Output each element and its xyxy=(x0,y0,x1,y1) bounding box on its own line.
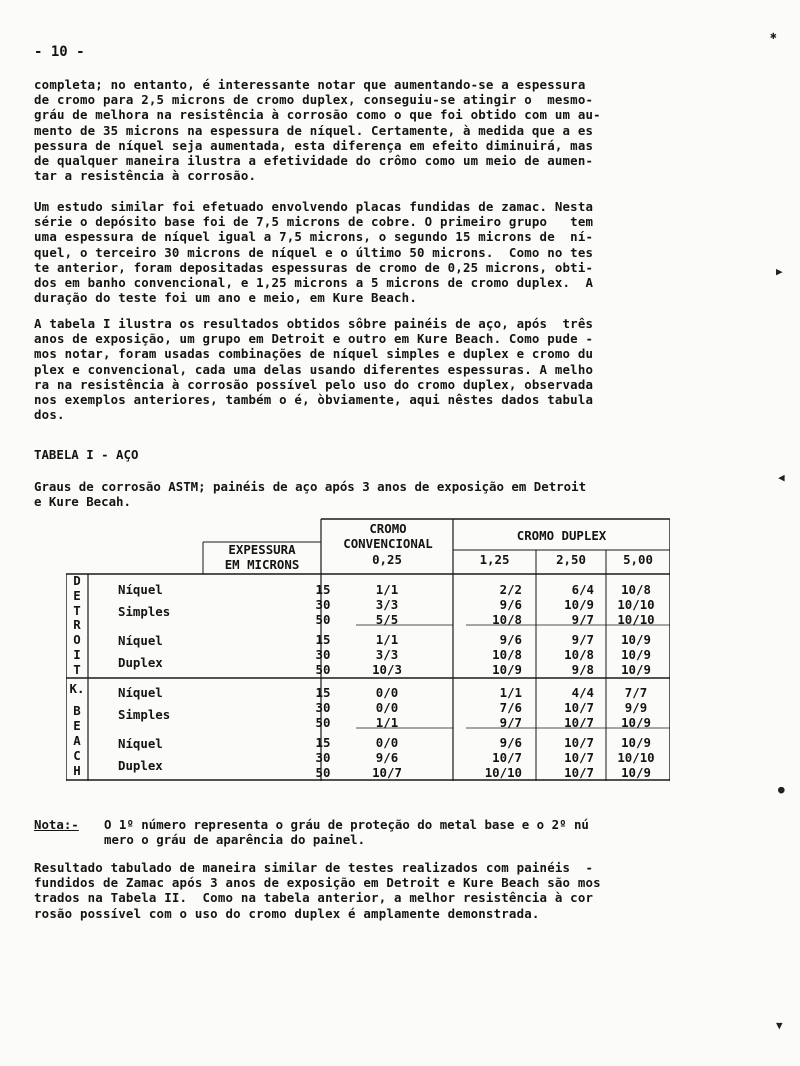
nickel-label: Níquel xyxy=(118,736,163,751)
header-cromo-convencional xyxy=(324,521,452,551)
corrosion-grade-cell: 10/7 xyxy=(372,765,402,780)
detroit-letter: R xyxy=(73,617,81,633)
beach-letter: E xyxy=(73,718,81,733)
corrosion-grade-cell: 10/8 xyxy=(492,612,522,627)
beach-letter: B xyxy=(73,703,81,718)
margin-mark: ✱ xyxy=(770,29,777,42)
corrosion-grade-cell: 10/9 xyxy=(564,597,594,612)
corrosion-grade-cell: 3/3 xyxy=(375,647,399,662)
corrosion-grade-cell: 9/6 xyxy=(499,632,522,647)
paragraph-3: A tabela I ilustra os resultados obtidos sôbre painéis de aço, após três anos de exposição, um grupo em Detroit e outro em Kure Beach. Como pude - mos notar, foram usadas combinações de níquel simples e duplex e cromo du plex e convencional, cada uma delas usando diferentes espessuras. A melho ra na resistência à corrosão possível pelo uso do cromo duplex, observada nos exemplos anteriores, também o é, òbviamente, aqui nêstes dados tabula dos. xyxy=(34,316,594,423)
nickel-label: Níquel xyxy=(118,633,163,648)
corrosion-grade-cell: 7/7 xyxy=(624,685,648,700)
corrosion-grade-cell: 10/9 xyxy=(621,632,651,647)
paragraph-4: Resultado tabulado de maneira similar de testes realizados com painéis - fundidos de Zamac após 3 anos de exposição em Detroit e Kure Beach são mos trados na Tabela II. Como na tabela anterior, a melhor resistência à cor rosão possível com o uso do cromo duplex é amplamente demonstrada. xyxy=(34,860,601,921)
corrosion-grade-cell: 7/6 xyxy=(499,700,522,715)
corrosion-grade-cell: 3/3 xyxy=(375,597,399,612)
paragraph-1: completa; no entanto, é interessante notar que aumentando-se a espessura de cromo para 2,5 microns de cromo duplex, conseguiu-se atingir o mesmo- gráu de melhora na resistência à corrosão como o que foi obtido com um au- mento de 35 microns na espessura de níquel. Certamente, à medida que a es pessura de níquel seja aumentada, esta diferença em efeito diminuirá, mas de qualquer maneira ilustra a efetividade do crômo como um meio de aumen- tar a resistência à corrosão. xyxy=(34,77,601,184)
header-convencional-label: CONVENCIONAL xyxy=(343,536,433,551)
corrosion-grade-cell: 10/9 xyxy=(621,662,651,677)
corrosion-grade-cell: 10/8 xyxy=(621,582,651,597)
margin-mark: ▼ xyxy=(776,1019,783,1032)
corrosion-grade-cell: 1/1 xyxy=(375,632,399,647)
thickness-cell: 15 xyxy=(315,735,331,750)
corrosion-grade-cell: 9/6 xyxy=(499,597,522,612)
detroit-letter: O xyxy=(73,632,81,648)
corrosion-grade-cell: 10/7 xyxy=(564,715,594,730)
nickel-type-detroit-simples xyxy=(118,579,170,623)
nickel-type-label: Simples xyxy=(118,604,171,619)
nickel-type-beach-duplex xyxy=(118,733,163,777)
corrosion-grade-cell: 1/1 xyxy=(375,715,399,730)
detroit-letter: T xyxy=(73,602,81,618)
margin-mark: ◀ xyxy=(778,471,785,484)
corrosion-grade-cell: 9/7 xyxy=(571,632,594,647)
corrosion-grade-cell: 10/9 xyxy=(621,715,651,730)
thickness-cell: 30 xyxy=(315,597,331,612)
page-number: - 10 - xyxy=(34,44,85,60)
thickness-cell: 50 xyxy=(315,612,331,627)
header-microns-label: EM MICRONS xyxy=(224,557,300,572)
nickel-label: Níquel xyxy=(118,582,163,597)
corrosion-grade-cell: 4/4 xyxy=(571,685,594,700)
location-kure-beach xyxy=(66,681,88,778)
corrosion-grade-cell: 2/2 xyxy=(499,582,522,597)
corrosion-grade-cell: 0/0 xyxy=(375,685,399,700)
nickel-type-beach-simples xyxy=(118,682,170,726)
detroit-letter: E xyxy=(73,587,81,603)
nota-text: O 1º número representa o gráu de proteção do metal base e o 2º nú mero o gráu de aparência do painel. xyxy=(104,817,589,848)
nota-label: Nota:- xyxy=(34,817,79,832)
thickness-cell: 50 xyxy=(315,715,331,730)
table-title: TABELA I - AÇO xyxy=(34,447,139,462)
corrosion-grade-cell: 6/4 xyxy=(571,582,594,597)
corrosion-grade-cell: 10/9 xyxy=(621,735,651,750)
corrosion-grade-cell: 9/7 xyxy=(571,612,594,627)
corrosion-grade-cell: 10/8 xyxy=(564,647,594,662)
thickness-cell: 30 xyxy=(315,750,331,765)
corrosion-grade-cell: 10/8 xyxy=(492,647,522,662)
corrosion-grade-cell: 9/6 xyxy=(375,750,399,765)
nickel-type-label: Duplex xyxy=(118,758,163,773)
thickness-cell: 15 xyxy=(315,632,331,647)
header-espessura-label: EXPESSURA xyxy=(228,542,296,557)
detroit-letter: T xyxy=(73,661,81,677)
corrosion-grade-cell: 10/9 xyxy=(621,765,651,780)
data-table xyxy=(66,518,670,781)
beach-letter: H xyxy=(73,763,81,778)
detroit-letter: D xyxy=(73,573,81,588)
header-value-250: 2,50 xyxy=(556,552,586,567)
corrosion-grade-cell: 10/10 xyxy=(617,597,655,612)
location-detroit xyxy=(66,574,88,678)
header-value-025: 0,25 xyxy=(372,552,402,567)
table-caption: Graus de corrosão ASTM; painéis de aço após 3 anos de exposição em Detroit e Kure Becah. xyxy=(34,479,587,510)
corrosion-grade-cell: 9/8 xyxy=(571,662,594,677)
thickness-cell: 15 xyxy=(315,582,331,597)
corrosion-grade-cell: 9/6 xyxy=(499,735,522,750)
detroit-letter: I xyxy=(73,646,81,662)
nickel-type-label: Duplex xyxy=(118,655,163,670)
corrosion-grade-cell: 10/7 xyxy=(564,765,594,780)
header-value-125: 1,25 xyxy=(479,552,510,567)
thickness-cell: 50 xyxy=(315,765,331,780)
beach-letter: A xyxy=(73,733,81,748)
thickness-cell: 30 xyxy=(315,647,331,662)
corrosion-grade-cell: 10/9 xyxy=(492,662,522,677)
header-cromo-label: CROMO xyxy=(369,521,407,536)
corrosion-grade-cell: 10/10 xyxy=(484,765,522,780)
thickness-cell: 50 xyxy=(315,662,331,677)
margin-mark: ● xyxy=(778,783,785,796)
corrosion-grade-cell: 10/3 xyxy=(372,662,402,677)
header-value-500: 5,00 xyxy=(623,552,653,567)
corrosion-grade-cell: 1/1 xyxy=(375,582,399,597)
corrosion-grade-cell: 10/7 xyxy=(492,750,522,765)
corrosion-grade-cell: 10/7 xyxy=(564,700,594,715)
corrosion-grade-cell: 10/7 xyxy=(564,750,594,765)
corrosion-grade-cell: 0/0 xyxy=(375,700,399,715)
header-espessura xyxy=(203,542,321,572)
corrosion-grade-cell: 5/5 xyxy=(375,612,399,627)
corrosion-grade-cell: 10/10 xyxy=(617,612,655,627)
nickel-type-detroit-duplex xyxy=(118,630,163,674)
paragraph-2: Um estudo similar foi efetuado envolvendo placas fundidas de zamac. Nesta série o depósito base foi de 7,5 microns de cobre. O primeiro grupo tem uma espessura de níquel igual a 7,5 microns, o segundo 15 microns de ní- quel, o terceiro 30 microns de níquel e o último 50 microns. Como no tes te anterior, foram depositadas espessuras de cromo de 0,25 microns, obti- dos em banho convencional, e 1,25 microns a 5 microns de cromo duplex. A duração do teste foi um ano e meio, em Kure Beach. xyxy=(34,199,594,306)
corrosion-grade-cell: 0/0 xyxy=(375,735,399,750)
header-cromo-duplex: CROMO DUPLEX xyxy=(516,528,607,543)
margin-mark: ▶ xyxy=(776,265,783,278)
corrosion-grade-cell: 10/9 xyxy=(621,647,651,662)
beach-letter: C xyxy=(73,748,81,763)
thickness-cell: 30 xyxy=(315,700,331,715)
corrosion-grade-cell: 1/1 xyxy=(499,685,522,700)
thickness-cell: 15 xyxy=(315,685,331,700)
corrosion-grade-cell: 9/7 xyxy=(499,715,522,730)
nickel-label: Níquel xyxy=(118,685,163,700)
beach-letter: K. xyxy=(69,681,85,696)
nickel-type-label: Simples xyxy=(118,707,171,722)
corrosion-grade-cell: 10/7 xyxy=(564,735,594,750)
corrosion-grade-cell: 10/10 xyxy=(617,750,655,765)
corrosion-grade-cell: 9/9 xyxy=(624,700,648,715)
